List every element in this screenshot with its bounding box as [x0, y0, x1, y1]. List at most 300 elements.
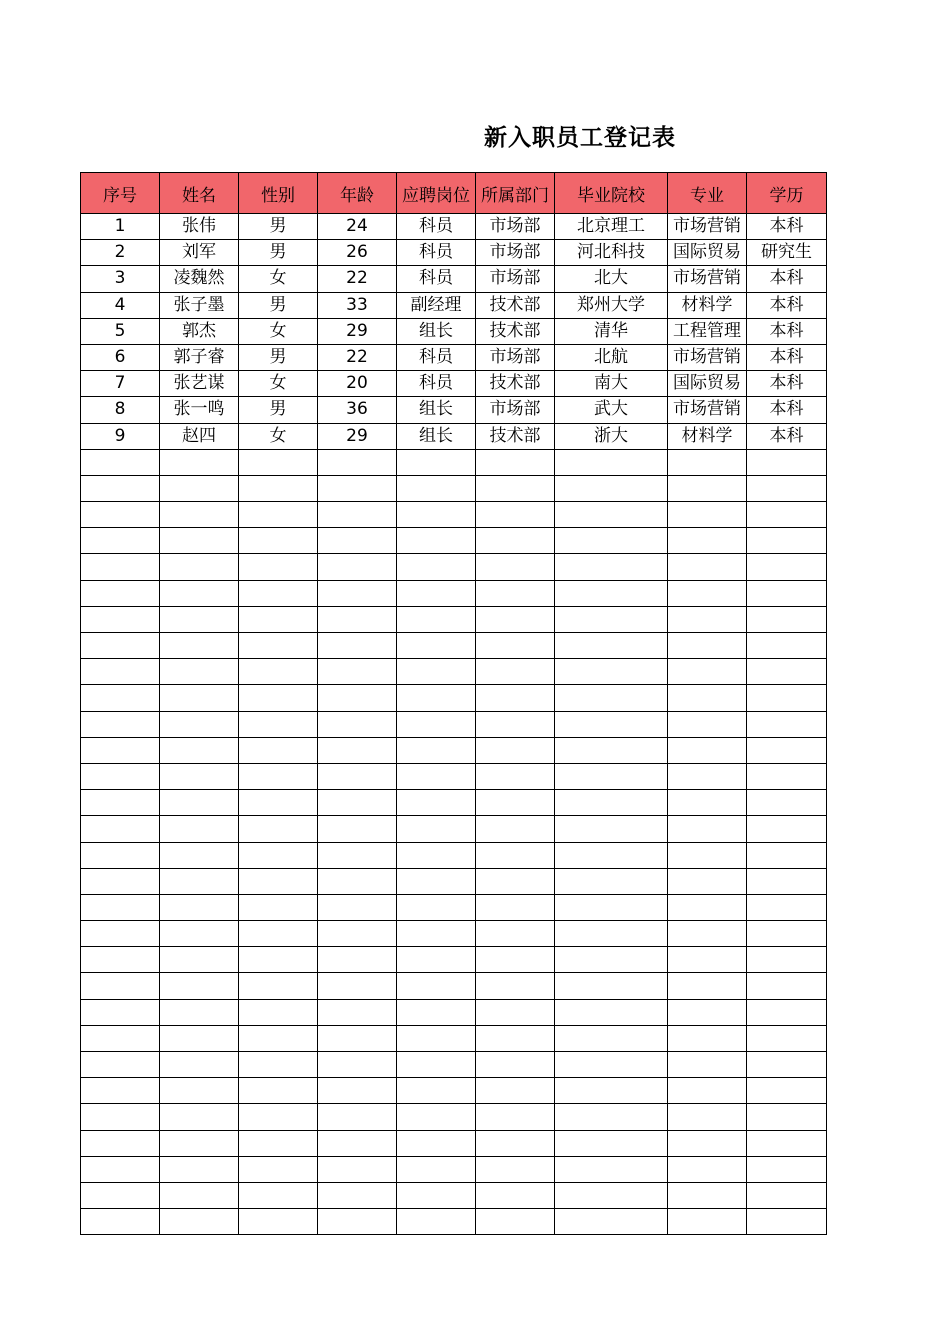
column-header[interactable]: 序号	[81, 173, 160, 214]
empty-table-cell[interactable]	[476, 842, 555, 868]
empty-table-cell[interactable]	[160, 580, 239, 606]
empty-table-cell[interactable]	[555, 580, 668, 606]
empty-table-cell[interactable]	[555, 973, 668, 999]
table-cell[interactable]: 市场营销	[668, 266, 747, 292]
table-cell[interactable]: 技术部	[476, 318, 555, 344]
empty-table-cell[interactable]	[476, 1130, 555, 1156]
empty-table-cell[interactable]	[81, 763, 160, 789]
empty-table-cell[interactable]	[555, 999, 668, 1025]
empty-table-cell[interactable]	[747, 816, 827, 842]
empty-table-cell[interactable]	[397, 685, 476, 711]
table-cell[interactable]: 市场部	[476, 214, 555, 240]
empty-table-cell[interactable]	[397, 1130, 476, 1156]
empty-table-cell[interactable]	[160, 999, 239, 1025]
empty-table-cell[interactable]	[747, 449, 827, 475]
table-cell[interactable]: 1	[81, 214, 160, 240]
empty-table-cell[interactable]	[555, 1209, 668, 1235]
empty-table-cell[interactable]	[747, 475, 827, 501]
empty-table-cell[interactable]	[81, 502, 160, 528]
table-cell[interactable]: 26	[318, 240, 397, 266]
empty-table-cell[interactable]	[239, 633, 318, 659]
table-cell[interactable]: 研究生	[747, 240, 827, 266]
table-cell[interactable]: 本科	[747, 397, 827, 423]
empty-table-cell[interactable]	[555, 1025, 668, 1051]
empty-table-cell[interactable]	[160, 973, 239, 999]
empty-table-cell[interactable]	[318, 1078, 397, 1104]
empty-table-cell[interactable]	[239, 842, 318, 868]
empty-table-cell[interactable]	[747, 1025, 827, 1051]
empty-table-cell[interactable]	[747, 1052, 827, 1078]
empty-table-cell[interactable]	[476, 633, 555, 659]
empty-table-cell[interactable]	[555, 842, 668, 868]
empty-table-cell[interactable]	[476, 1156, 555, 1182]
table-cell[interactable]: 5	[81, 318, 160, 344]
empty-table-cell[interactable]	[668, 475, 747, 501]
empty-table-cell[interactable]	[81, 790, 160, 816]
empty-table-cell[interactable]	[668, 1156, 747, 1182]
empty-table-cell[interactable]	[476, 816, 555, 842]
empty-table-cell[interactable]	[318, 711, 397, 737]
table-cell[interactable]: 郑州大学	[555, 292, 668, 318]
table-cell[interactable]: 24	[318, 214, 397, 240]
empty-table-cell[interactable]	[239, 790, 318, 816]
empty-table-cell[interactable]	[318, 1052, 397, 1078]
table-cell[interactable]: 本科	[747, 423, 827, 449]
empty-table-cell[interactable]	[668, 1130, 747, 1156]
empty-table-cell[interactable]	[160, 947, 239, 973]
empty-table-cell[interactable]	[160, 528, 239, 554]
table-cell[interactable]: 市场营销	[668, 397, 747, 423]
empty-table-cell[interactable]	[668, 763, 747, 789]
empty-table-cell[interactable]	[81, 921, 160, 947]
table-cell[interactable]: 本科	[747, 318, 827, 344]
empty-table-cell[interactable]	[476, 580, 555, 606]
table-cell[interactable]: 组长	[397, 318, 476, 344]
empty-table-cell[interactable]	[476, 737, 555, 763]
empty-table-cell[interactable]	[555, 763, 668, 789]
table-cell[interactable]: 张一鸣	[160, 397, 239, 423]
table-cell[interactable]: 本科	[747, 214, 827, 240]
empty-table-cell[interactable]	[81, 999, 160, 1025]
empty-table-cell[interactable]	[476, 1025, 555, 1051]
table-cell[interactable]: 科员	[397, 344, 476, 370]
empty-table-cell[interactable]	[668, 659, 747, 685]
empty-table-cell[interactable]	[747, 921, 827, 947]
empty-table-cell[interactable]	[318, 1182, 397, 1208]
empty-table-cell[interactable]	[476, 1052, 555, 1078]
empty-table-cell[interactable]	[668, 1104, 747, 1130]
empty-table-cell[interactable]	[318, 947, 397, 973]
empty-table-cell[interactable]	[668, 947, 747, 973]
empty-table-cell[interactable]	[397, 711, 476, 737]
table-cell[interactable]: 男	[239, 240, 318, 266]
empty-table-cell[interactable]	[81, 1130, 160, 1156]
empty-table-cell[interactable]	[668, 1025, 747, 1051]
empty-table-cell[interactable]	[160, 449, 239, 475]
empty-table-cell[interactable]	[81, 554, 160, 580]
empty-table-cell[interactable]	[397, 921, 476, 947]
empty-table-cell[interactable]	[239, 894, 318, 920]
empty-table-cell[interactable]	[81, 659, 160, 685]
table-cell[interactable]: 武大	[555, 397, 668, 423]
table-cell[interactable]: 组长	[397, 397, 476, 423]
empty-table-cell[interactable]	[555, 1052, 668, 1078]
empty-table-cell[interactable]	[555, 475, 668, 501]
table-cell[interactable]: 凌魏然	[160, 266, 239, 292]
empty-table-cell[interactable]	[747, 1104, 827, 1130]
empty-table-cell[interactable]	[747, 1130, 827, 1156]
table-cell[interactable]: 本科	[747, 371, 827, 397]
empty-table-cell[interactable]	[239, 475, 318, 501]
table-cell[interactable]: 男	[239, 344, 318, 370]
empty-table-cell[interactable]	[476, 790, 555, 816]
empty-table-cell[interactable]	[318, 1209, 397, 1235]
column-header[interactable]: 学历	[747, 173, 827, 214]
empty-table-cell[interactable]	[747, 973, 827, 999]
empty-table-cell[interactable]	[668, 528, 747, 554]
table-cell[interactable]: 材料学	[668, 292, 747, 318]
table-cell[interactable]: 材料学	[668, 423, 747, 449]
table-cell[interactable]: 男	[239, 214, 318, 240]
empty-table-cell[interactable]	[668, 894, 747, 920]
empty-table-cell[interactable]	[81, 1104, 160, 1130]
empty-table-cell[interactable]	[318, 606, 397, 632]
empty-table-cell[interactable]	[318, 554, 397, 580]
empty-table-cell[interactable]	[81, 894, 160, 920]
empty-table-cell[interactable]	[318, 528, 397, 554]
table-cell[interactable]: 本科	[747, 266, 827, 292]
empty-table-cell[interactable]	[81, 1209, 160, 1235]
empty-table-cell[interactable]	[747, 947, 827, 973]
empty-table-cell[interactable]	[747, 711, 827, 737]
empty-table-cell[interactable]	[747, 1156, 827, 1182]
empty-table-cell[interactable]	[397, 659, 476, 685]
empty-table-cell[interactable]	[81, 606, 160, 632]
table-cell[interactable]: 北京理工	[555, 214, 668, 240]
empty-table-cell[interactable]	[318, 475, 397, 501]
empty-table-cell[interactable]	[81, 1052, 160, 1078]
table-cell[interactable]: 女	[239, 318, 318, 344]
empty-table-cell[interactable]	[160, 1078, 239, 1104]
empty-table-cell[interactable]	[160, 1104, 239, 1130]
empty-table-cell[interactable]	[81, 1025, 160, 1051]
empty-table-cell[interactable]	[160, 763, 239, 789]
empty-table-cell[interactable]	[318, 763, 397, 789]
empty-table-cell[interactable]	[555, 1182, 668, 1208]
empty-table-cell[interactable]	[318, 685, 397, 711]
empty-table-cell[interactable]	[318, 1104, 397, 1130]
table-cell[interactable]: 市场部	[476, 266, 555, 292]
table-cell[interactable]: 南大	[555, 371, 668, 397]
empty-table-cell[interactable]	[668, 606, 747, 632]
empty-table-cell[interactable]	[397, 790, 476, 816]
empty-table-cell[interactable]	[668, 580, 747, 606]
empty-table-cell[interactable]	[668, 685, 747, 711]
empty-table-cell[interactable]	[476, 659, 555, 685]
empty-table-cell[interactable]	[318, 659, 397, 685]
empty-table-cell[interactable]	[668, 868, 747, 894]
empty-table-cell[interactable]	[160, 816, 239, 842]
empty-table-cell[interactable]	[239, 921, 318, 947]
empty-table-cell[interactable]	[555, 790, 668, 816]
table-cell[interactable]: 组长	[397, 423, 476, 449]
empty-table-cell[interactable]	[476, 921, 555, 947]
empty-table-cell[interactable]	[747, 842, 827, 868]
empty-table-cell[interactable]	[160, 1130, 239, 1156]
empty-table-cell[interactable]	[555, 554, 668, 580]
table-cell[interactable]: 技术部	[476, 371, 555, 397]
table-cell[interactable]: 市场部	[476, 240, 555, 266]
table-cell[interactable]: 浙大	[555, 423, 668, 449]
empty-table-cell[interactable]	[318, 1156, 397, 1182]
empty-table-cell[interactable]	[318, 1025, 397, 1051]
empty-table-cell[interactable]	[160, 606, 239, 632]
table-cell[interactable]: 张子墨	[160, 292, 239, 318]
empty-table-cell[interactable]	[160, 894, 239, 920]
empty-table-cell[interactable]	[318, 790, 397, 816]
empty-table-cell[interactable]	[555, 659, 668, 685]
empty-table-cell[interactable]	[239, 1130, 318, 1156]
empty-table-cell[interactable]	[668, 633, 747, 659]
empty-table-cell[interactable]	[747, 606, 827, 632]
empty-table-cell[interactable]	[239, 1104, 318, 1130]
empty-table-cell[interactable]	[555, 606, 668, 632]
empty-table-cell[interactable]	[160, 737, 239, 763]
empty-table-cell[interactable]	[476, 685, 555, 711]
empty-table-cell[interactable]	[747, 868, 827, 894]
empty-table-cell[interactable]	[160, 1209, 239, 1235]
empty-table-cell[interactable]	[318, 1130, 397, 1156]
table-cell[interactable]: 郭杰	[160, 318, 239, 344]
empty-table-cell[interactable]	[397, 737, 476, 763]
empty-table-cell[interactable]	[397, 502, 476, 528]
empty-table-cell[interactable]	[239, 999, 318, 1025]
empty-table-cell[interactable]	[476, 502, 555, 528]
empty-table-cell[interactable]	[239, 868, 318, 894]
empty-table-cell[interactable]	[397, 606, 476, 632]
table-cell[interactable]: 清华	[555, 318, 668, 344]
table-cell[interactable]: 国际贸易	[668, 240, 747, 266]
empty-table-cell[interactable]	[160, 1052, 239, 1078]
empty-table-cell[interactable]	[397, 554, 476, 580]
empty-table-cell[interactable]	[239, 973, 318, 999]
column-header[interactable]: 专业	[668, 173, 747, 214]
empty-table-cell[interactable]	[555, 816, 668, 842]
empty-table-cell[interactable]	[668, 737, 747, 763]
table-cell[interactable]: 本科	[747, 292, 827, 318]
table-cell[interactable]: 8	[81, 397, 160, 423]
empty-table-cell[interactable]	[318, 449, 397, 475]
table-cell[interactable]: 女	[239, 423, 318, 449]
empty-table-cell[interactable]	[397, 894, 476, 920]
empty-table-cell[interactable]	[239, 816, 318, 842]
table-cell[interactable]: 科员	[397, 214, 476, 240]
column-header[interactable]: 年龄	[318, 173, 397, 214]
table-cell[interactable]: 9	[81, 423, 160, 449]
empty-table-cell[interactable]	[397, 475, 476, 501]
empty-table-cell[interactable]	[160, 868, 239, 894]
empty-table-cell[interactable]	[239, 737, 318, 763]
empty-table-cell[interactable]	[318, 816, 397, 842]
empty-table-cell[interactable]	[747, 659, 827, 685]
empty-table-cell[interactable]	[318, 580, 397, 606]
empty-table-cell[interactable]	[747, 633, 827, 659]
empty-table-cell[interactable]	[239, 580, 318, 606]
empty-table-cell[interactable]	[668, 1209, 747, 1235]
empty-table-cell[interactable]	[476, 475, 555, 501]
empty-table-cell[interactable]	[555, 894, 668, 920]
empty-table-cell[interactable]	[747, 1209, 827, 1235]
empty-table-cell[interactable]	[160, 659, 239, 685]
empty-table-cell[interactable]	[81, 1078, 160, 1104]
empty-table-cell[interactable]	[81, 868, 160, 894]
empty-table-cell[interactable]	[397, 580, 476, 606]
empty-table-cell[interactable]	[747, 894, 827, 920]
empty-table-cell[interactable]	[160, 554, 239, 580]
empty-table-cell[interactable]	[239, 502, 318, 528]
table-cell[interactable]: 北航	[555, 344, 668, 370]
empty-table-cell[interactable]	[160, 711, 239, 737]
empty-table-cell[interactable]	[555, 868, 668, 894]
empty-table-cell[interactable]	[81, 973, 160, 999]
empty-table-cell[interactable]	[555, 921, 668, 947]
empty-table-cell[interactable]	[81, 947, 160, 973]
empty-table-cell[interactable]	[476, 1182, 555, 1208]
empty-table-cell[interactable]	[81, 528, 160, 554]
empty-table-cell[interactable]	[239, 554, 318, 580]
table-cell[interactable]: 29	[318, 423, 397, 449]
empty-table-cell[interactable]	[397, 633, 476, 659]
table-cell[interactable]: 2	[81, 240, 160, 266]
empty-table-cell[interactable]	[747, 1078, 827, 1104]
empty-table-cell[interactable]	[239, 1025, 318, 1051]
empty-table-cell[interactable]	[668, 554, 747, 580]
empty-table-cell[interactable]	[81, 737, 160, 763]
empty-table-cell[interactable]	[555, 947, 668, 973]
empty-table-cell[interactable]	[555, 711, 668, 737]
empty-table-cell[interactable]	[747, 1182, 827, 1208]
table-cell[interactable]: 市场营销	[668, 214, 747, 240]
empty-table-cell[interactable]	[747, 737, 827, 763]
table-cell[interactable]: 29	[318, 318, 397, 344]
empty-table-cell[interactable]	[476, 528, 555, 554]
empty-table-cell[interactable]	[81, 1156, 160, 1182]
empty-table-cell[interactable]	[747, 554, 827, 580]
column-header[interactable]: 应聘岗位	[397, 173, 476, 214]
empty-table-cell[interactable]	[318, 973, 397, 999]
empty-table-cell[interactable]	[668, 711, 747, 737]
empty-table-cell[interactable]	[747, 763, 827, 789]
empty-table-cell[interactable]	[476, 763, 555, 789]
table-cell[interactable]: 北大	[555, 266, 668, 292]
empty-table-cell[interactable]	[397, 868, 476, 894]
table-cell[interactable]: 市场部	[476, 344, 555, 370]
empty-table-cell[interactable]	[397, 528, 476, 554]
empty-table-cell[interactable]	[668, 1052, 747, 1078]
empty-table-cell[interactable]	[668, 816, 747, 842]
table-cell[interactable]: 20	[318, 371, 397, 397]
empty-table-cell[interactable]	[668, 1182, 747, 1208]
empty-table-cell[interactable]	[397, 816, 476, 842]
table-cell[interactable]: 22	[318, 344, 397, 370]
table-cell[interactable]: 4	[81, 292, 160, 318]
empty-table-cell[interactable]	[668, 973, 747, 999]
empty-table-cell[interactable]	[476, 606, 555, 632]
table-cell[interactable]: 科员	[397, 240, 476, 266]
empty-table-cell[interactable]	[476, 999, 555, 1025]
empty-table-cell[interactable]	[555, 528, 668, 554]
empty-table-cell[interactable]	[318, 921, 397, 947]
table-cell[interactable]: 6	[81, 344, 160, 370]
empty-table-cell[interactable]	[318, 894, 397, 920]
empty-table-cell[interactable]	[555, 685, 668, 711]
empty-table-cell[interactable]	[397, 1052, 476, 1078]
empty-table-cell[interactable]	[747, 580, 827, 606]
empty-table-cell[interactable]	[668, 790, 747, 816]
empty-table-cell[interactable]	[239, 1078, 318, 1104]
empty-table-cell[interactable]	[555, 449, 668, 475]
empty-table-cell[interactable]	[239, 606, 318, 632]
empty-table-cell[interactable]	[397, 1209, 476, 1235]
table-cell[interactable]: 技术部	[476, 292, 555, 318]
empty-table-cell[interactable]	[81, 711, 160, 737]
table-cell[interactable]: 国际贸易	[668, 371, 747, 397]
table-cell[interactable]: 副经理	[397, 292, 476, 318]
table-cell[interactable]: 技术部	[476, 423, 555, 449]
table-cell[interactable]: 科员	[397, 371, 476, 397]
empty-table-cell[interactable]	[239, 1209, 318, 1235]
empty-table-cell[interactable]	[476, 1078, 555, 1104]
empty-table-cell[interactable]	[239, 947, 318, 973]
empty-table-cell[interactable]	[397, 449, 476, 475]
column-header[interactable]: 姓名	[160, 173, 239, 214]
table-cell[interactable]: 33	[318, 292, 397, 318]
table-cell[interactable]: 本科	[747, 344, 827, 370]
empty-table-cell[interactable]	[81, 685, 160, 711]
table-cell[interactable]: 男	[239, 292, 318, 318]
table-cell[interactable]: 刘军	[160, 240, 239, 266]
empty-table-cell[interactable]	[81, 816, 160, 842]
empty-table-cell[interactable]	[668, 449, 747, 475]
empty-table-cell[interactable]	[476, 449, 555, 475]
empty-table-cell[interactable]	[747, 528, 827, 554]
empty-table-cell[interactable]	[318, 502, 397, 528]
table-cell[interactable]: 男	[239, 397, 318, 423]
table-cell[interactable]: 赵四	[160, 423, 239, 449]
empty-table-cell[interactable]	[555, 1104, 668, 1130]
column-header[interactable]: 毕业院校	[555, 173, 668, 214]
empty-table-cell[interactable]	[555, 1156, 668, 1182]
empty-table-cell[interactable]	[160, 685, 239, 711]
empty-table-cell[interactable]	[81, 580, 160, 606]
empty-table-cell[interactable]	[397, 1156, 476, 1182]
empty-table-cell[interactable]	[239, 1156, 318, 1182]
empty-table-cell[interactable]	[476, 711, 555, 737]
empty-table-cell[interactable]	[318, 737, 397, 763]
empty-table-cell[interactable]	[668, 999, 747, 1025]
empty-table-cell[interactable]	[160, 1156, 239, 1182]
empty-table-cell[interactable]	[239, 528, 318, 554]
empty-table-cell[interactable]	[476, 947, 555, 973]
empty-table-cell[interactable]	[160, 921, 239, 947]
table-cell[interactable]: 36	[318, 397, 397, 423]
table-cell[interactable]: 女	[239, 266, 318, 292]
empty-table-cell[interactable]	[239, 711, 318, 737]
table-cell[interactable]: 7	[81, 371, 160, 397]
table-cell[interactable]: 郭子睿	[160, 344, 239, 370]
empty-table-cell[interactable]	[397, 842, 476, 868]
table-cell[interactable]: 张艺谋	[160, 371, 239, 397]
